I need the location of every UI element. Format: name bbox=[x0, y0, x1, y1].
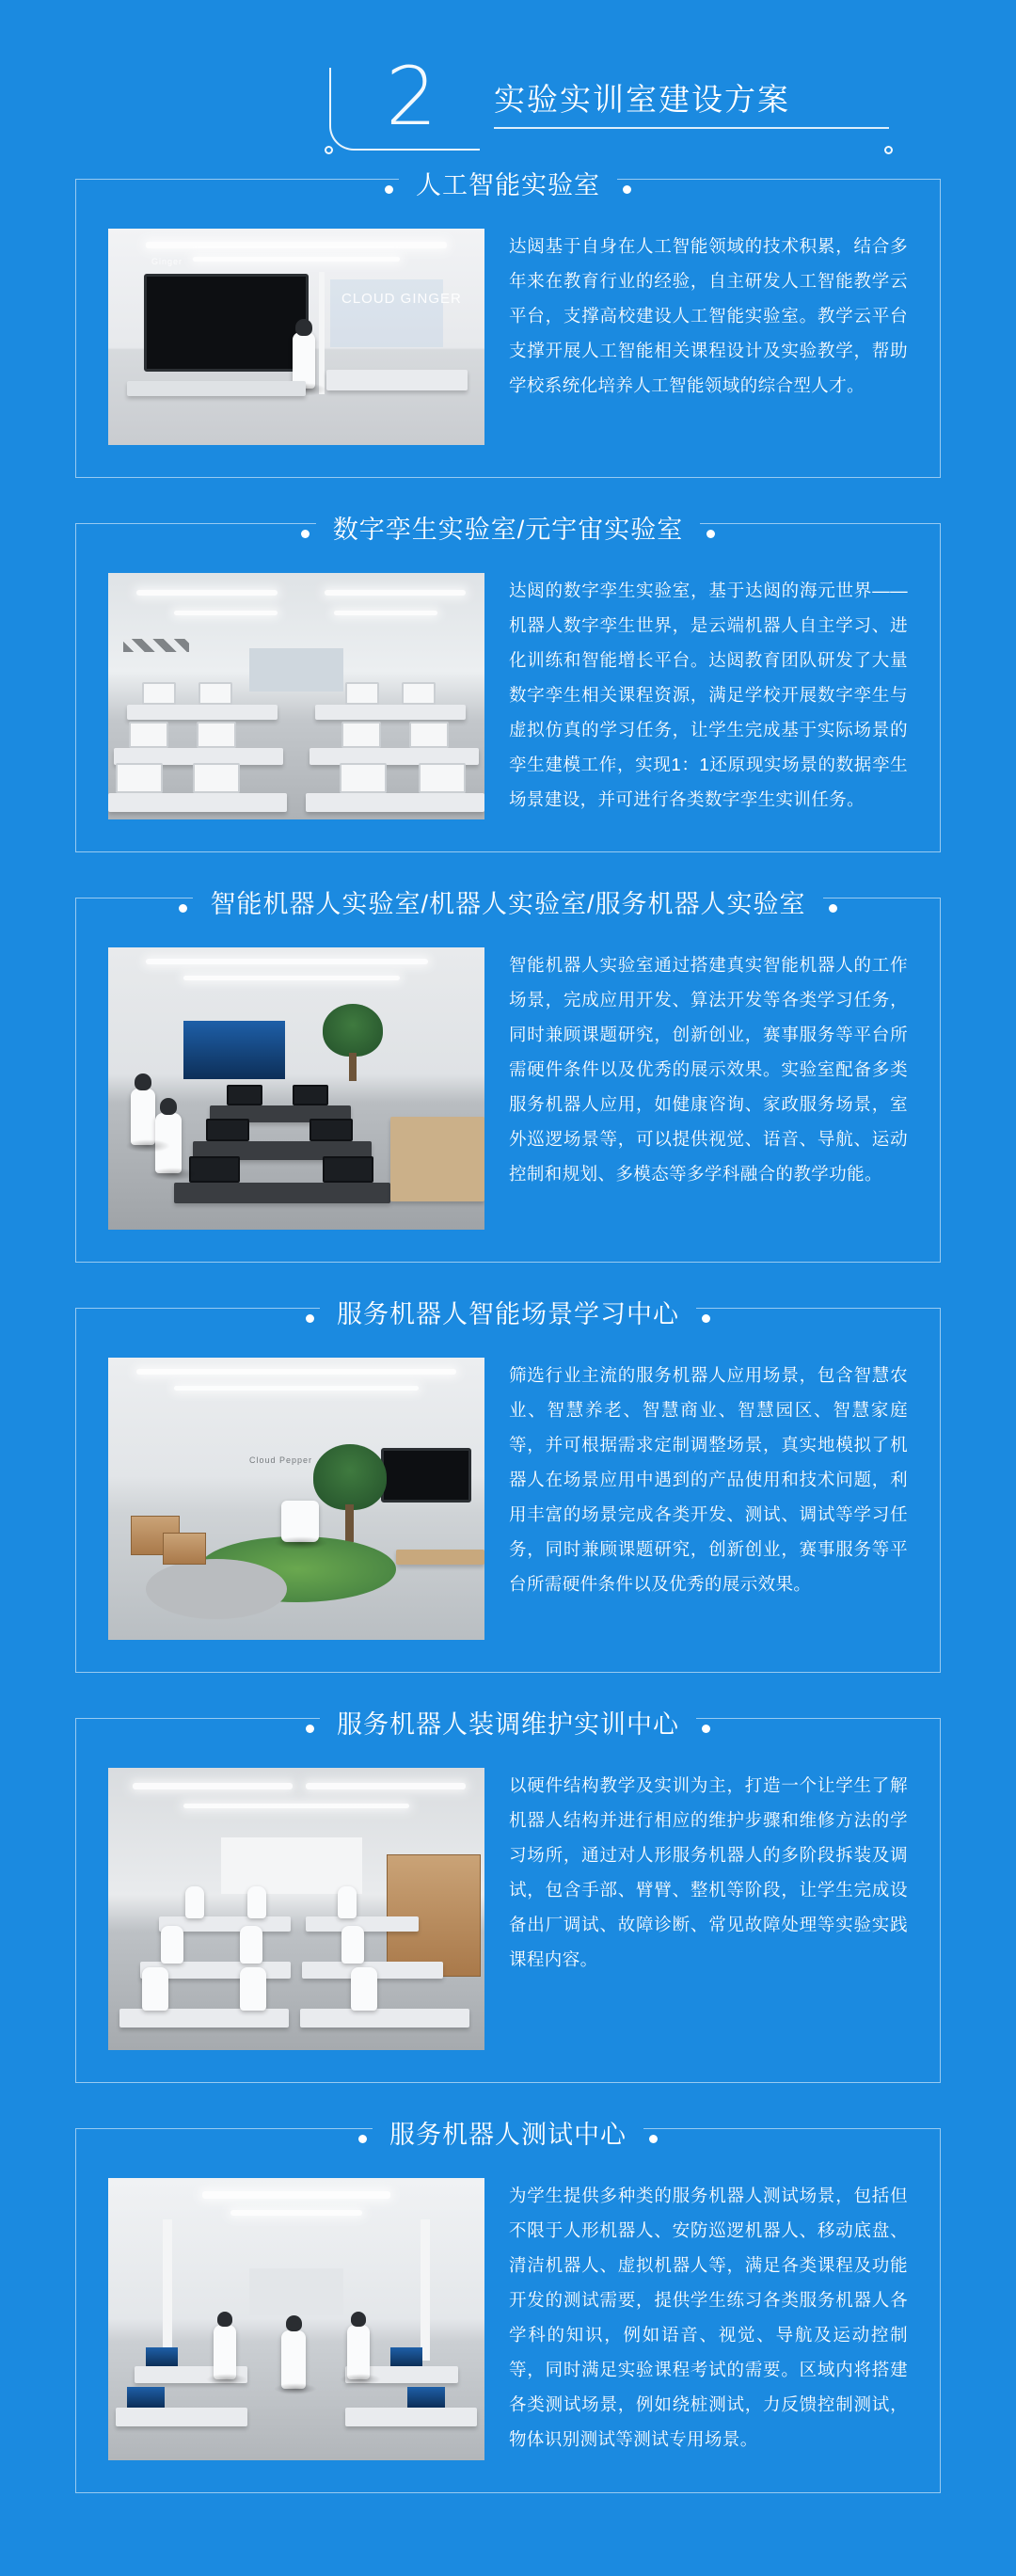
back-wall-panel bbox=[249, 2268, 343, 2315]
humanoid-robot bbox=[131, 1089, 155, 1145]
monitor-screen bbox=[407, 2387, 445, 2408]
section-test-center bbox=[75, 2121, 941, 2493]
monitor bbox=[227, 1085, 262, 1105]
wall-pillar bbox=[319, 272, 325, 394]
test-center-photo bbox=[108, 2178, 484, 2460]
title-dot-right-icon bbox=[623, 185, 631, 194]
title-dot-right-icon bbox=[702, 1725, 710, 1733]
monitor bbox=[402, 682, 436, 705]
monitor bbox=[116, 763, 163, 793]
monitor-screen bbox=[390, 2347, 422, 2366]
ceiling-light bbox=[183, 1804, 409, 1808]
monitor bbox=[129, 722, 168, 748]
title-dot-right-icon bbox=[649, 2135, 658, 2143]
ceiling-light bbox=[183, 976, 400, 980]
monitor-screen bbox=[127, 2387, 165, 2408]
workstation-desk bbox=[306, 793, 484, 812]
section-title: 人工智能实验室 bbox=[399, 165, 617, 201]
humanoid-robot bbox=[281, 2330, 306, 2389]
indoor-tree bbox=[313, 1444, 387, 1510]
monitor bbox=[345, 682, 379, 705]
page-header bbox=[0, 0, 1016, 179]
test-bench bbox=[345, 2408, 477, 2426]
title-dot-left-icon bbox=[306, 1725, 314, 1733]
monitor bbox=[189, 1156, 240, 1183]
workstation-desk bbox=[315, 705, 466, 720]
brand-watermark: Cloud Pepper bbox=[249, 1455, 313, 1465]
title-dot-right-icon bbox=[829, 904, 837, 913]
section-body bbox=[108, 1768, 908, 2050]
section-title-wrap bbox=[76, 883, 940, 920]
section-body bbox=[108, 1358, 908, 1640]
monitor bbox=[206, 1119, 249, 1141]
section-title: 服务机器人装调维护实训中心 bbox=[320, 1704, 696, 1741]
ceiling-light bbox=[174, 611, 278, 615]
brand-watermark: Ginger bbox=[151, 257, 183, 266]
ceiling-light bbox=[193, 257, 400, 262]
wall-pillar bbox=[163, 2219, 172, 2361]
robot-on-bench bbox=[341, 1926, 364, 1964]
wood-partition bbox=[390, 1117, 484, 1201]
ceiling-light bbox=[334, 611, 437, 615]
robot-head bbox=[160, 1098, 177, 1115]
scene-test-center bbox=[108, 2178, 484, 2460]
monitor bbox=[198, 682, 232, 705]
robot-head bbox=[217, 2312, 232, 2327]
wall-pillar bbox=[421, 2219, 430, 2361]
work-bench bbox=[119, 2009, 289, 2027]
robot-on-bench bbox=[351, 1967, 377, 2011]
scene-maintenance-center bbox=[108, 1768, 484, 2050]
wall-panel bbox=[330, 279, 443, 347]
ceiling-light bbox=[174, 1386, 419, 1391]
robot-shadow bbox=[150, 1168, 197, 1181]
title-dot-right-icon bbox=[702, 1314, 710, 1323]
section-body bbox=[108, 229, 908, 445]
humanoid-robot bbox=[347, 2325, 370, 2379]
monitor bbox=[409, 722, 449, 748]
ceiling-light bbox=[325, 590, 466, 596]
side-counter bbox=[127, 381, 306, 396]
section-scene-learning-center bbox=[75, 1300, 941, 1673]
ceiling-light bbox=[146, 959, 428, 964]
section-description: 为学生提供多种类的服务机器人测试场景，包括但不限于人形机器人、安防巡逻机器人、移动底盘、清洁机器人、虚拟机器人等，满足各类课程及功能开发的测试需要，提供学生练习各类服务机器人各学科的知识，例如语音、视觉、导航及运动控制等，同时满足实验课程考试的需要。区域内将搭建各类测试场景，例如绕桩测试，力反馈控制测试，物体识别测试等测试专用场景。 bbox=[509, 2186, 908, 2449]
workstation-desk bbox=[174, 1183, 390, 1203]
wooden-crate bbox=[163, 1533, 206, 1565]
video-wall bbox=[183, 1021, 285, 1079]
wooden-cabinet bbox=[387, 1854, 481, 1977]
test-bench bbox=[116, 2408, 247, 2426]
robot-on-bench bbox=[185, 1886, 204, 1918]
header-underline bbox=[494, 127, 889, 129]
title-dot-left-icon bbox=[306, 1314, 314, 1323]
scene-robot-lab bbox=[108, 947, 484, 1230]
robot-lab-photo bbox=[108, 947, 484, 1230]
section-number: 2 bbox=[386, 50, 437, 144]
maintenance-training-center-photo bbox=[108, 1768, 484, 2050]
scene-learning-center bbox=[108, 1358, 484, 1640]
humanoid-robot bbox=[214, 2325, 236, 2379]
title-dot-left-icon bbox=[358, 2135, 367, 2143]
section-ai-lab bbox=[75, 171, 941, 478]
section-description: 筛选行业主流的服务机器人应用场景，包含智慧农业、智慧养老、智慧商业、智慧园区、智慧家庭等，并可根据需求定制调整场景，真实地模拟了机器人在场景应用中遇到的产品使用和技术问题，利用丰富的场景完成各类开发、测试、调试等学习任务，同时兼顾课题研究，创新创业，赛事服务等平台所需硬件条件以及优秀的展示效果。 bbox=[509, 1365, 908, 1594]
humanoid-robot bbox=[293, 332, 315, 389]
robot-head bbox=[295, 319, 312, 336]
robot-shadow bbox=[274, 1536, 328, 1550]
digital-twin-lab-photo bbox=[108, 573, 484, 819]
scene-digital-twin-lab bbox=[108, 573, 484, 819]
robot-on-bench bbox=[142, 1967, 168, 2011]
page-title: 实验实训室建设方案 bbox=[494, 82, 790, 117]
section-title: 智能机器人实验室/机器人实验室/服务机器人实验室 bbox=[193, 883, 822, 920]
back-wall-panel bbox=[221, 1837, 362, 1894]
robot-on-bench bbox=[240, 1967, 266, 2011]
plant-trunk bbox=[349, 1053, 357, 1081]
section-description: 以硬件结构教学及实训为主，打造一个让学生了解机器人结构并进行相应的维护步骤和维修方法的学习场所，通过对人形服务机器人的多阶段拆装及调试，包含手部、臂臂、整机等阶段，让学生完成设备出厂调试、故障诊断、常见故障处理等实验实践课程内容。 bbox=[509, 1775, 908, 1969]
title-dot-right-icon bbox=[706, 530, 715, 538]
robot-shadow bbox=[274, 2383, 317, 2394]
robot-shadow bbox=[206, 2374, 247, 2385]
section-title-wrap bbox=[76, 2114, 940, 2151]
header-dot-left-icon bbox=[325, 146, 333, 154]
section-description: 达闼的数字孪生实验室，基于达闼的海元世界——机器人数字孪生世界，是云端机器人自主学习、进化训练和智能增长平台。达闼教育团队研发了大量数字孪生相关课程资源，满足学校开展数字孪生与虚拟仿真的学习任务，让学生完成基于实际场景的孪生建模工作，实现1：1还原现实场景的数据孪生场景建设，并可进行各类数字孪生实训任务。 bbox=[509, 580, 908, 809]
robot-shadow bbox=[340, 2374, 381, 2385]
section-title: 服务机器人测试中心 bbox=[373, 2114, 643, 2151]
tree-trunk bbox=[345, 1504, 354, 1542]
header-inner bbox=[132, 47, 884, 151]
section-maintenance-training-center bbox=[75, 1710, 941, 2083]
ceiling-light bbox=[136, 590, 278, 596]
ceiling-light bbox=[136, 1369, 456, 1375]
wall-display bbox=[381, 1448, 471, 1503]
robot-on-bench bbox=[161, 1926, 183, 1964]
work-bench bbox=[300, 2009, 469, 2027]
wall-display bbox=[144, 274, 309, 372]
monitor bbox=[293, 1085, 328, 1105]
ceiling-light bbox=[306, 1783, 466, 1789]
ai-lab-photo bbox=[108, 229, 484, 445]
monitor-screen bbox=[146, 2347, 178, 2366]
wood-floor-strip bbox=[396, 1550, 484, 1565]
section-title-wrap bbox=[76, 1294, 940, 1330]
hazard-stripe bbox=[123, 639, 189, 652]
section-digital-twin-lab bbox=[75, 516, 941, 852]
scene-learning-center-photo bbox=[108, 1358, 484, 1640]
section-title-wrap bbox=[76, 1704, 940, 1741]
robot-head bbox=[135, 1073, 151, 1090]
section-title: 数字孪生实验室/元宇宙实验室 bbox=[316, 509, 701, 546]
brand-logo-text: CLOUD GINGER bbox=[341, 291, 462, 307]
monitor bbox=[310, 1119, 353, 1141]
ceiling-light bbox=[133, 1783, 293, 1789]
ceiling-light bbox=[202, 2191, 390, 2199]
robot-on-bench bbox=[247, 1886, 266, 1918]
section-title-wrap bbox=[76, 509, 940, 546]
reception-desk bbox=[326, 370, 468, 390]
title-dot-left-icon bbox=[385, 185, 393, 194]
indoor-plant bbox=[323, 1004, 383, 1057]
workstation-desk bbox=[127, 705, 278, 720]
title-dot-left-icon bbox=[179, 904, 187, 913]
monitor bbox=[341, 722, 381, 748]
monitor bbox=[193, 763, 240, 793]
robot-shadow bbox=[125, 1139, 170, 1153]
robot-on-bench bbox=[338, 1886, 357, 1918]
monitor bbox=[419, 763, 466, 793]
title-dot-left-icon bbox=[301, 530, 310, 538]
section-body bbox=[108, 573, 908, 819]
monitor bbox=[142, 682, 176, 705]
section-body bbox=[108, 2178, 908, 2460]
workstation-desk bbox=[108, 793, 287, 812]
section-description: 达闼基于自身在人工智能领域的技术积累，结合多年来在教育行业的经验，自主研发人工智能教学云平台，支撑高校建设人工智能实验室。教学云平台支撑开展人工智能相关课程设计及实验教学，帮助学校系统化培养人工智能领域的综合型人才。 bbox=[509, 236, 908, 395]
section-description: 智能机器人实验室通过搭建真实智能机器人的工作场景，完成应用开发、算法开发等各类学习任务，同时兼顾课题研究，创新创业，赛事服务等平台所需硬件条件以及优秀的展示效果。实验室配备多类服务机器人应用，如健康咨询、家政服务场景，室外巡逻场景等，可以提供视觉、语音、导航、运动控制和规划、多模态等多学科融合的教学功能。 bbox=[509, 955, 908, 1184]
ceiling-light bbox=[146, 242, 447, 248]
gravel-area bbox=[146, 1559, 287, 1619]
section-robot-lab bbox=[75, 890, 941, 1263]
scene-ai-lab bbox=[108, 229, 484, 445]
header-dot-right-icon bbox=[884, 146, 893, 154]
robot-head bbox=[286, 2315, 302, 2331]
robot-head bbox=[351, 2312, 366, 2327]
monitor bbox=[197, 722, 236, 748]
ceiling-light bbox=[230, 2210, 362, 2216]
section-title: 服务机器人智能场景学习中心 bbox=[320, 1294, 696, 1330]
robot-on-bench bbox=[240, 1926, 262, 1964]
monitor bbox=[340, 763, 387, 793]
section-body bbox=[108, 947, 908, 1230]
monitor bbox=[323, 1156, 373, 1183]
back-wall-panel bbox=[249, 648, 343, 692]
